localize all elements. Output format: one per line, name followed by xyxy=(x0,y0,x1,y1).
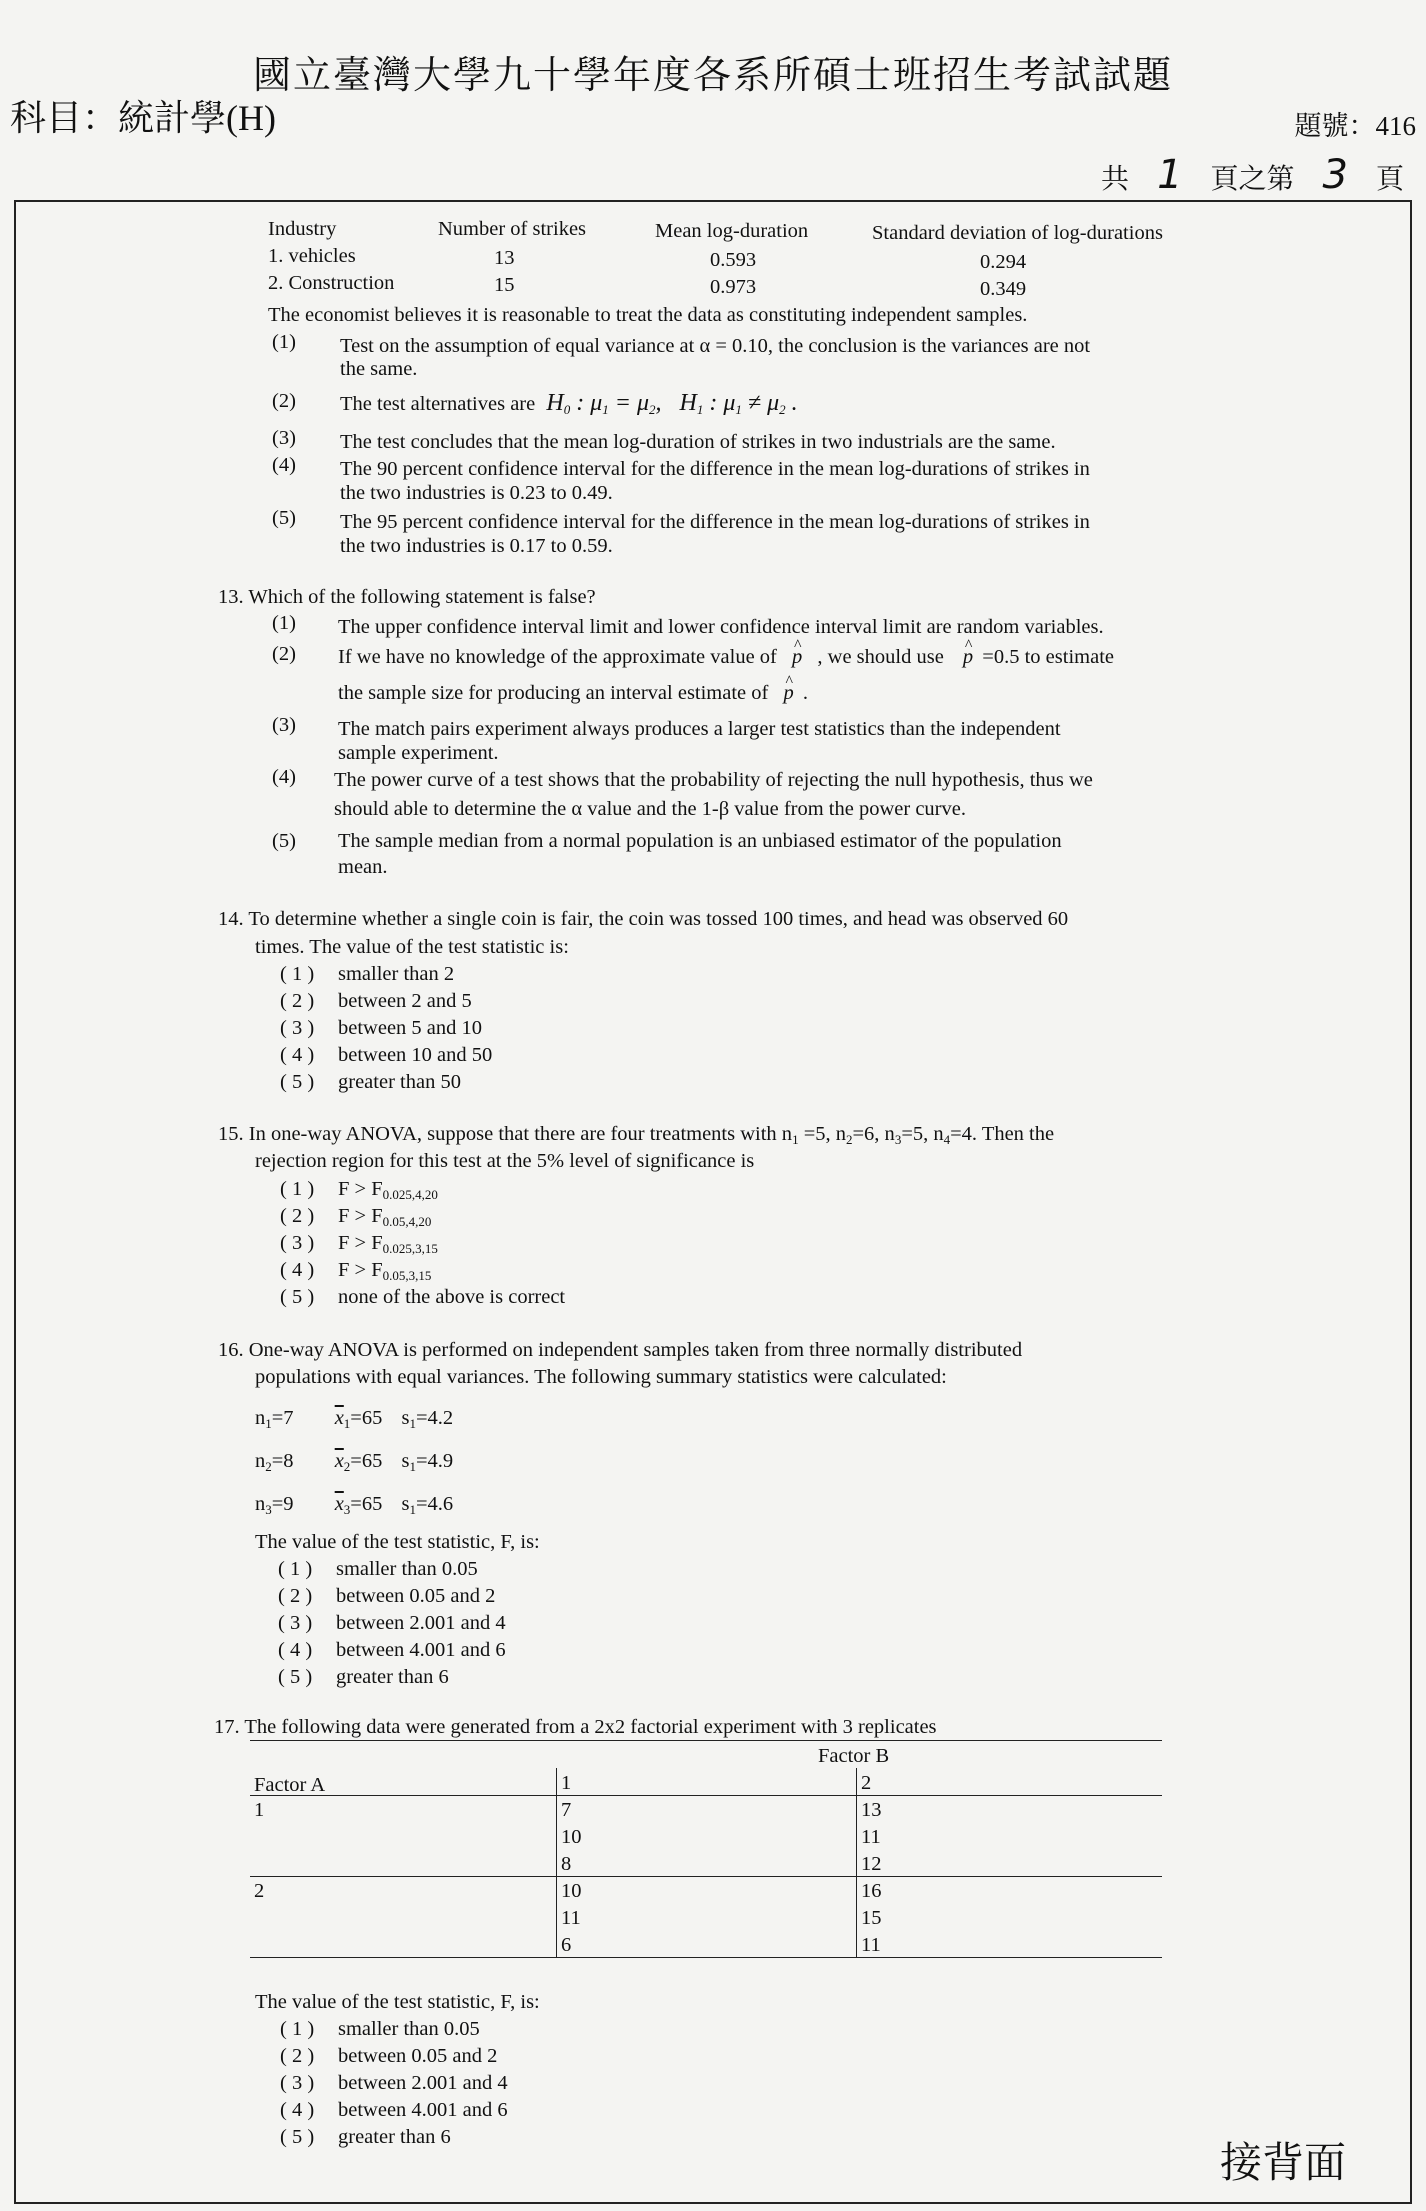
option-number: ( 1 ) xyxy=(280,1178,315,1200)
option-text xyxy=(338,644,1114,671)
option-text: greater than 6 xyxy=(338,2126,451,2148)
option-text: should able to determine the α value and the 1-β value from the power curve. xyxy=(334,798,966,820)
option-number: ( 2 ) xyxy=(280,990,315,1012)
factor-a-label: Factor A xyxy=(254,1774,326,1796)
table-rule xyxy=(250,1740,1162,1741)
hypotheses-formula: $H_0$ : $\mu_1 = \mu_2$, $H_1$ : $\mu_1 \ne \mu_2$ . xyxy=(540,390,798,417)
option-text: between 4.001 and 6 xyxy=(336,1639,506,1661)
option-number: ( 4 ) xyxy=(280,1044,315,1066)
option-number: (1) xyxy=(272,331,296,353)
option-number: ( 3 ) xyxy=(278,1612,313,1634)
option-number: (3) xyxy=(272,427,296,449)
option-text: between 0.05 and 2 xyxy=(336,1585,496,1607)
option-number: ( 2 ) xyxy=(280,1205,315,1227)
option-text-lead: The test alternatives are xyxy=(340,393,536,415)
option-text: The sample median from a normal population is an unbiased estimator of the population xyxy=(338,830,1062,852)
option-text: smaller than 2 xyxy=(338,963,455,985)
pages-suffix: 頁 xyxy=(1375,164,1404,195)
option-number: ( 3 ) xyxy=(280,1232,315,1254)
strike-header-industry: Industry xyxy=(268,218,337,240)
option-text: between 2.001 and 4 xyxy=(336,1612,506,1634)
table-cell: 13 xyxy=(861,1799,882,1821)
option-number: ( 3 ) xyxy=(280,1017,315,1039)
exam-title: 國立臺灣大學九十學年度各系所碩士班招生考試試題 xyxy=(252,55,1173,97)
strike-note: The economist believes it is reasonable to treat the data as constituting independent samples. xyxy=(268,304,1028,326)
table-cell: 10 xyxy=(561,1880,582,1902)
summary-row: $n_1=7$ $\overline{x}_1=65$ $s_1=4.2$ xyxy=(255,1407,454,1431)
option-number: ( 4 ) xyxy=(278,1639,313,1661)
option-text: between 10 and 50 xyxy=(338,1044,493,1066)
option-text-lead: If we have no knowledge of the approximate value of xyxy=(338,646,777,668)
table-cell: 11 xyxy=(861,1934,881,1956)
p-hat-symbol: ^ p xyxy=(963,644,973,671)
option-text: between 5 and 10 xyxy=(338,1017,483,1039)
strike-cell: 0.593 xyxy=(710,249,757,271)
table-rule xyxy=(250,1795,1162,1796)
table-rule xyxy=(250,1876,1162,1877)
table-cell: 10 xyxy=(561,1826,582,1848)
table-cell: 7 xyxy=(561,1799,572,1821)
option-number: (5) xyxy=(272,507,296,529)
factor-a-level: 2 xyxy=(254,1880,265,1902)
pages-mid: 頁之第 xyxy=(1210,164,1295,195)
option-number: (2) xyxy=(272,643,296,665)
option-number: (4) xyxy=(272,454,296,476)
question-stem: rejection region for this test at the 5% level of significance is xyxy=(255,1150,755,1172)
option-text: greater than 6 xyxy=(336,1666,449,1688)
table-cell: 11 xyxy=(861,1826,881,1848)
option-number: ( 5 ) xyxy=(280,2126,315,2148)
factor-a-level: 1 xyxy=(254,1799,265,1821)
table-rule xyxy=(250,1957,1162,1958)
option-text: none of the above is correct xyxy=(338,1286,566,1308)
question-stem: 13. Which of the following statement is false? xyxy=(218,586,596,608)
table-cell: 8 xyxy=(561,1853,572,1875)
question-stem: times. The value of the test statistic is: xyxy=(255,936,569,958)
p-hat-symbol: ^ p xyxy=(792,644,802,671)
option-text: The test concludes that the mean log-duration of strikes in two industrials are the same. xyxy=(340,431,1056,453)
option-text: mean. xyxy=(338,856,388,878)
option-text: the two industries is 0.17 to 0.59. xyxy=(340,535,613,557)
p-hat-symbol: ^ p xyxy=(783,680,793,707)
option-number: ( 1 ) xyxy=(280,963,315,985)
strike-cell: 15 xyxy=(494,274,515,296)
option-number: ( 4 ) xyxy=(280,1259,315,1281)
option-number: ( 1 ) xyxy=(278,1558,313,1580)
pages-total: 1 xyxy=(1157,152,1183,198)
table-cell: 16 xyxy=(861,1880,882,1902)
table-cell: 15 xyxy=(861,1907,882,1929)
table-divider xyxy=(856,1768,857,1958)
option-number: ( 5 ) xyxy=(278,1666,313,1688)
summary-row: $n_2=8$ $\overline{x}_2=65$ $s_1=4.9$ xyxy=(255,1450,454,1474)
option-text: sample experiment. xyxy=(338,742,499,764)
strike-cell: 2. Construction xyxy=(268,272,395,294)
option-number: ( 5 ) xyxy=(280,1286,315,1308)
table-cell: 12 xyxy=(861,1853,882,1875)
strike-header-number: Number of strikes xyxy=(438,218,587,240)
option-number: ( 2 ) xyxy=(280,2045,315,2067)
exam-frame xyxy=(14,200,1412,2204)
factor-b-label: Factor B xyxy=(818,1745,890,1767)
factor-b-level: 2 xyxy=(861,1772,872,1794)
option-text: between 2.001 and 4 xyxy=(338,2072,508,2094)
option-text: greater than 50 xyxy=(338,1071,461,1093)
option-number: ( 4 ) xyxy=(280,2099,315,2121)
option-number: ( 5 ) xyxy=(280,1071,315,1093)
page-indicator xyxy=(1101,152,1404,198)
option-text: Test on the assumption of equal variance at α = 0.10, the conclusion is the variances are not xyxy=(340,335,1091,357)
option-text: $F > F_{0.025,3,15}$ xyxy=(338,1232,438,1256)
table-cell: 11 xyxy=(561,1907,581,1929)
option-text-lead: the sample size for producing an interval estimate of xyxy=(338,682,769,704)
continue-overleaf-note: 接背面 xyxy=(1219,2138,1346,2187)
strike-cell: 0.294 xyxy=(980,251,1027,273)
question-stem: 14. To determine whether a single coin is fair, the coin was tossed 100 times, and head was observed 60 xyxy=(218,908,1069,930)
option-text xyxy=(340,390,798,423)
option-text: between 4.001 and 6 xyxy=(338,2099,508,2121)
option-number: ( 3 ) xyxy=(280,2072,315,2094)
strike-cell: 13 xyxy=(494,247,515,269)
option-text: $F > F_{0.05,4,20}$ xyxy=(338,1205,432,1229)
question-stem: populations with equal variances. The following summary statistics were calculated: xyxy=(255,1366,947,1388)
option-number: ( 1 ) xyxy=(280,2018,315,2040)
strike-cell: 1. vehicles xyxy=(268,245,356,267)
option-text-mid: , we should use xyxy=(817,646,944,668)
option-text: The upper confidence interval limit and lower confidence interval limit are random variables. xyxy=(338,616,1104,638)
option-text: the same. xyxy=(340,358,418,380)
pages-prefix: 共 xyxy=(1101,164,1130,195)
option-text: smaller than 0.05 xyxy=(336,1558,478,1580)
option-number: (5) xyxy=(272,830,296,852)
option-number: (2) xyxy=(272,390,296,412)
option-text: $F > F_{0.025,4,20}$ xyxy=(338,1178,438,1202)
table-cell: 6 xyxy=(561,1934,572,1956)
option-number: (4) xyxy=(272,766,296,788)
option-text: smaller than 0.05 xyxy=(338,2018,480,2040)
option-text: between 2 and 5 xyxy=(338,990,472,1012)
option-text: the two industries is 0.23 to 0.49. xyxy=(340,482,613,504)
option-text-tail: =0.5 to estimate xyxy=(982,646,1114,668)
strike-header-sd: Standard deviation of log-durations xyxy=(872,222,1163,244)
exam-subject: 科目：統計學(H) xyxy=(10,98,276,138)
option-text: $F > F_{0.05,3,15}$ xyxy=(338,1259,432,1283)
strike-cell: 0.973 xyxy=(710,276,757,298)
option-number: ( 2 ) xyxy=(278,1585,313,1607)
table-divider xyxy=(556,1768,557,1958)
option-text: the sample size for producing an interval estimate of ^ p . xyxy=(338,680,808,707)
question-stem-lead: 15. In one-way ANOVA, suppose that there are four treatments with n xyxy=(218,1123,793,1145)
option-text: The match pairs experiment always produces a larger test statistics than the independent xyxy=(338,718,1061,740)
option-text: between 0.05 and 2 xyxy=(338,2045,498,2067)
option-text: The power curve of a test shows that the probability of rejecting the null hypothesis, thus we xyxy=(334,769,1093,791)
question-stem: 15. In one-way ANOVA, suppose that there are four treatments with $n_1 =5$, $n_2=6$, $n_3=5$, $n_4=4$. Then the xyxy=(218,1123,1055,1147)
option-text: The 90 percent confidence interval for the difference in the mean log-durations of strikes in xyxy=(340,458,1090,480)
option-text: The 95 percent confidence interval for the difference in the mean log-durations of strikes in xyxy=(340,511,1090,533)
question-prompt: The value of the test statistic, F, is: xyxy=(255,1991,540,2013)
question-prompt: The value of the test statistic, F, is: xyxy=(255,1531,540,1553)
question-stem: 16. One-way ANOVA is performed on independent samples taken from three normally distributed xyxy=(218,1339,1023,1361)
question-stem: 17. The following data were generated from a 2x2 factorial experiment with 3 replicates xyxy=(214,1716,937,1738)
strike-header-mean: Mean log-duration xyxy=(655,220,809,242)
strike-cell: 0.349 xyxy=(980,278,1027,300)
option-number: (1) xyxy=(272,612,296,634)
summary-row: $n_3=9$ $\overline{x}_3=65$ $s_1=4.6$ xyxy=(255,1493,454,1517)
option-number: (3) xyxy=(272,714,296,736)
question-number: 題號：416 xyxy=(1294,111,1416,141)
pages-current: 3 xyxy=(1322,152,1348,198)
factor-b-level: 1 xyxy=(561,1772,572,1794)
